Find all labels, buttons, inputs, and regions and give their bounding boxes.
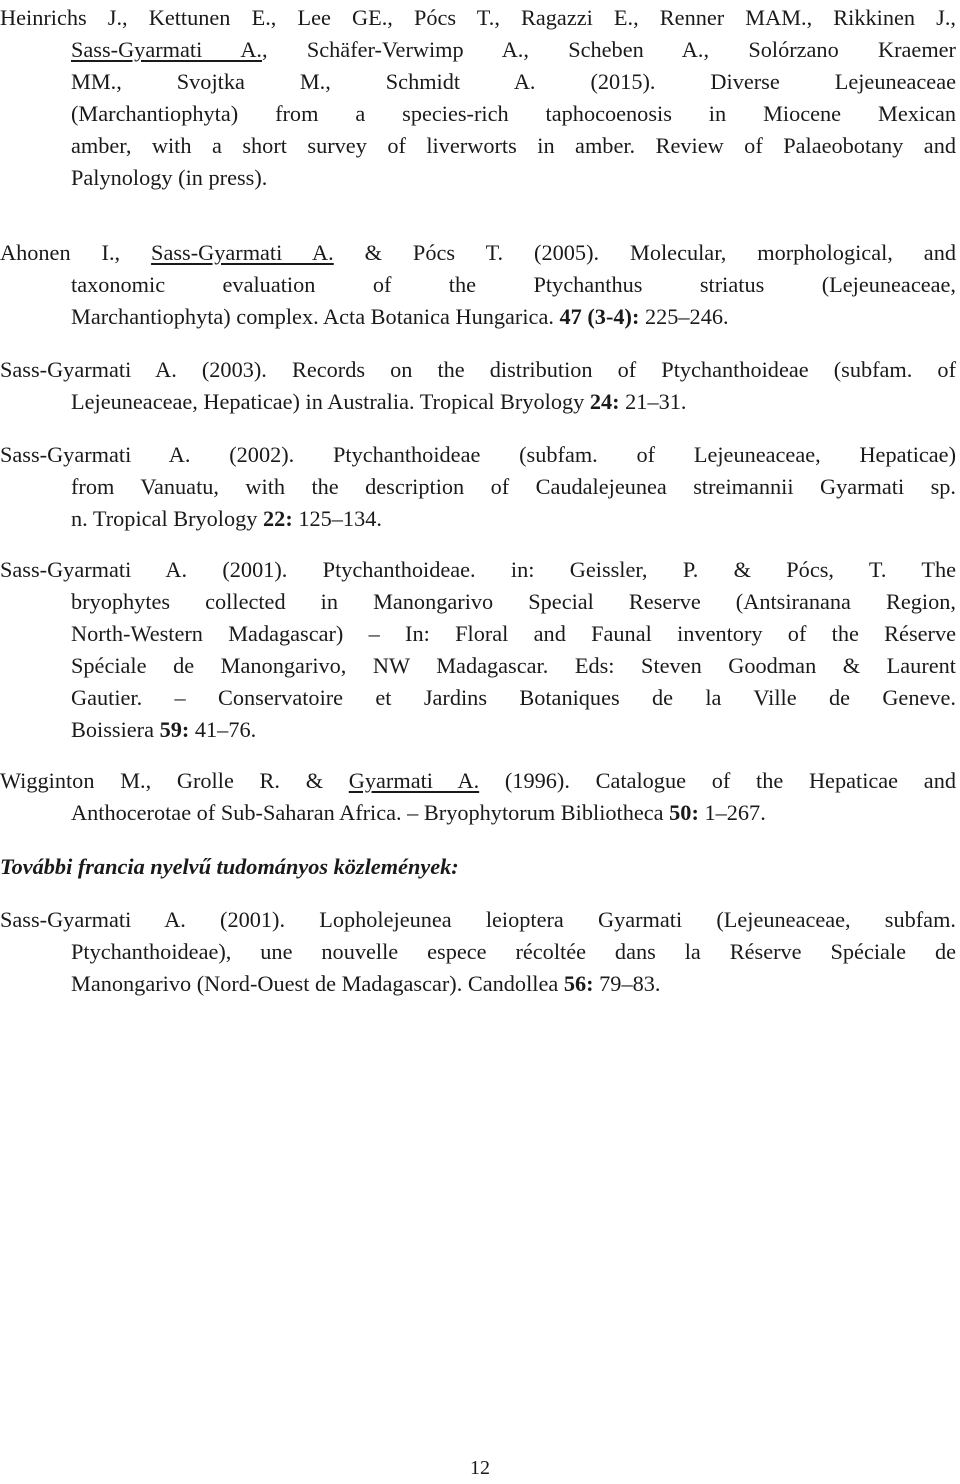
reference-line <box>0 936 956 968</box>
reference-text: Sass-Gyarmati A. (2001). Lopholejeunea leioptera Gyarmati (Lejeuneaceae, subfam. <box>0 907 956 932</box>
reference-line <box>0 797 956 829</box>
reference-text: , Schäfer-Verwimp A., Scheben A., Solórzano Kraemer <box>262 37 956 62</box>
reference-text: & Pócs T. (2005). Molecular, morphological, and <box>333 240 956 265</box>
reference-text: taxonomic evaluation of the Ptychanthus striatus (Lejeuneaceae, <box>71 272 956 297</box>
reference-line <box>0 554 956 586</box>
author-name-underlined: Sass-Gyarmati A. <box>71 37 262 62</box>
reference-text: bryophytes collected in Manongarivo Special Reserve (Antsiranana Region, <box>71 589 956 614</box>
reference-line <box>0 34 956 66</box>
volume-number: 47 (3-4): <box>559 304 640 329</box>
reference-text: (Marchantiophyta) from a species-rich taphocoenosis in Miocene Mexican <box>71 101 956 126</box>
reference-line <box>0 682 956 714</box>
volume-number: 59: <box>159 717 190 742</box>
reference-line <box>0 765 956 797</box>
reference-line <box>0 904 956 936</box>
section-heading: További francia nyelvű tudományos közlemények: <box>0 854 459 879</box>
author-name-underlined: Gyarmati A. <box>348 768 480 793</box>
reference-entry <box>0 2 956 194</box>
reference-text: 225–246. <box>639 304 729 329</box>
reference-text: Lejeuneaceae, Hepaticae) in Australia. Tropical Bryology <box>71 389 590 414</box>
reference-text: Spéciale de Manongarivo, NW Madagascar. Eds: Steven Goodman & Laurent <box>71 653 956 678</box>
reference-text: Wigginton M., Grolle R. & <box>0 768 349 793</box>
page-number: 12 <box>470 1457 490 1479</box>
reference-entry <box>0 765 956 829</box>
reference-text: Heinrichs J., Kettunen E., Lee GE., Pócs T., Ragazzi E., Renner MAM., Rikkinen J., <box>0 5 956 30</box>
reference-text: North-Western Madagascar) – In: Floral and Faunal inventory of the Réserve <box>71 621 956 646</box>
reference-line <box>0 98 956 130</box>
reference-text: Sass-Gyarmati A. (2003). Records on the distribution of Ptychanthoideae (subfam. of <box>0 357 956 382</box>
reference-line <box>0 586 956 618</box>
reference-line <box>0 130 956 162</box>
reference-entry <box>0 904 956 1000</box>
reference-text: 41–76. <box>189 717 257 742</box>
reference-line <box>0 237 956 269</box>
reference-text: (1996). Catalogue of the Hepaticae and <box>479 768 956 793</box>
reference-entry <box>0 237 956 333</box>
volume-number: 24: <box>589 389 620 414</box>
reference-line <box>0 714 956 746</box>
author-name-underlined: Sass-Gyarmati A. <box>151 240 334 265</box>
reference-text: Sass-Gyarmati A. (2001). Ptychanthoideae. in: Geissler, P. & Pócs, T. The <box>0 557 956 582</box>
reference-text: 21–31. <box>619 389 687 414</box>
reference-entry <box>0 554 956 746</box>
reference-line <box>0 471 956 503</box>
reference-line <box>0 386 956 418</box>
reference-entry <box>0 439 956 535</box>
reference-text: Anthocerotae of Sub-Saharan Africa. – Bryophytorum Bibliotheca <box>71 800 670 825</box>
reference-text: n. Tropical Bryology <box>71 506 264 531</box>
reference-text: Gautier. – Conservatoire et Jardins Botaniques de la Ville de Geneve. <box>71 685 956 710</box>
reference-text: Sass-Gyarmati A. (2002). Ptychanthoideae (subfam. of Lejeuneaceae, Hepaticae) <box>0 442 956 467</box>
reference-line <box>0 650 956 682</box>
reference-line <box>0 162 956 194</box>
volume-number: 22: <box>263 506 293 531</box>
reference-line <box>0 269 956 301</box>
reference-line <box>0 503 956 535</box>
reference-line <box>0 354 956 386</box>
volume-number: 56: <box>563 971 594 996</box>
reference-text: 1–267. <box>698 800 766 825</box>
reference-text: Boissiera <box>71 717 160 742</box>
reference-text: 79–83. <box>593 971 661 996</box>
reference-text: Ahonen I., <box>0 240 152 265</box>
reference-text: from Vanuatu, with the description of Caudalejeunea streimannii Gyarmati sp. <box>71 474 956 499</box>
reference-line <box>0 618 956 650</box>
reference-entry <box>0 354 956 418</box>
reference-line <box>0 968 956 1000</box>
reference-text: amber, with a short survey of liverworts in amber. Review of Palaeobotany and <box>71 133 956 158</box>
volume-number: 50: <box>669 800 699 825</box>
reference-text: Palynology (in press). <box>71 165 268 190</box>
reference-text: Ptychanthoideae), une nouvelle espece récoltée dans la Réserve Spéciale de <box>71 939 956 964</box>
reference-line <box>0 2 956 34</box>
reference-line <box>0 439 956 471</box>
reference-line <box>0 66 956 98</box>
reference-text: Marchantiophyta) complex. Acta Botanica Hungarica. <box>71 304 560 329</box>
reference-text: 125–134. <box>292 506 382 531</box>
reference-line <box>0 301 956 333</box>
reference-text: Manongarivo (Nord-Ouest de Madagascar). Candollea <box>71 971 564 996</box>
reference-text: MM., Svojtka M., Schmidt A. (2015). Diverse Lejeuneaceae <box>71 69 956 94</box>
